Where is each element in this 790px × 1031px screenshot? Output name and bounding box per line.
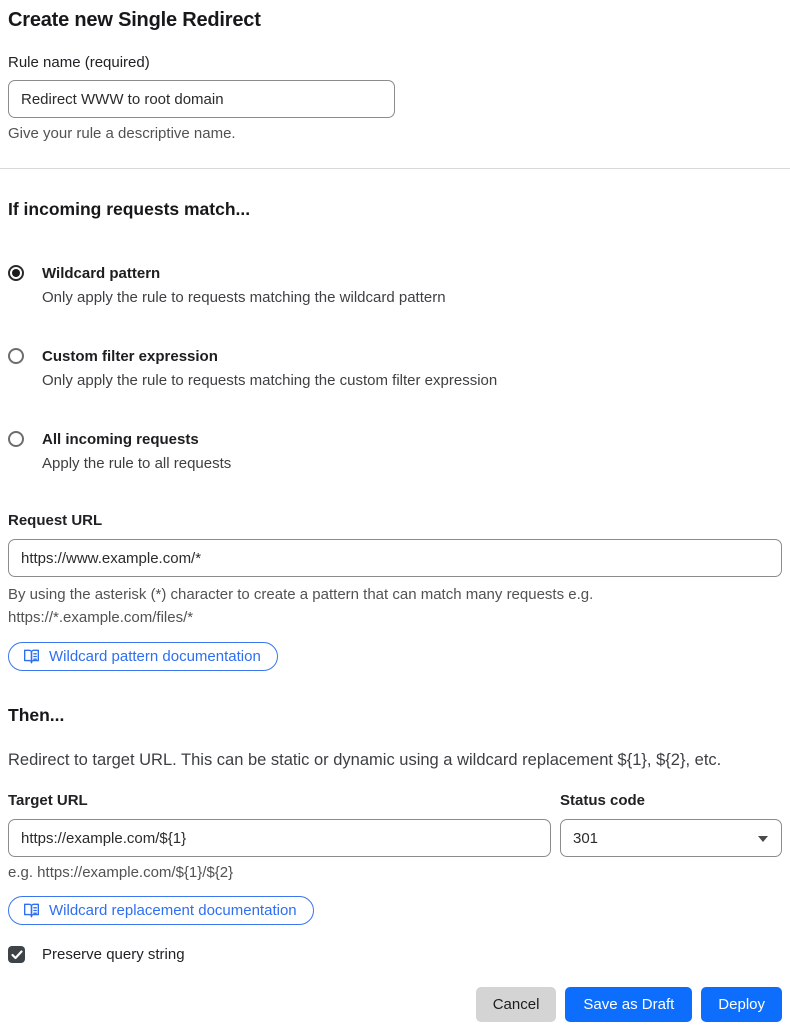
request-url-input[interactable]: [8, 539, 782, 577]
wildcard-replacement-docs-label: Wildcard replacement documentation: [49, 902, 297, 919]
target-url-input[interactable]: [8, 819, 551, 857]
rule-name-input[interactable]: [8, 80, 395, 118]
radio-button-icon[interactable]: [8, 431, 24, 447]
status-code-select[interactable]: [560, 819, 782, 857]
radio-description: Only apply the rule to requests matching the custom filter expression: [42, 372, 498, 389]
wildcard-replacement-docs-button[interactable]: [8, 896, 314, 925]
radio-option-all-requests[interactable]: [8, 429, 782, 475]
preserve-query-row[interactable]: [8, 946, 782, 963]
request-url-label: Request URL: [8, 512, 103, 529]
open-book-icon: [23, 649, 40, 664]
then-description: Redirect to target URL. This can be static or dynamic using a wildcard replacement ${1}, ${2}, etc.: [8, 751, 722, 769]
request-url-hint: [8, 583, 782, 629]
radio-description: Only apply the rule to requests matching the wildcard pattern: [42, 289, 446, 306]
radio-label[interactable]: Custom filter expression: [42, 348, 218, 365]
cancel-button[interactable]: Cancel: [476, 987, 557, 1022]
rule-name-hint: Give your rule a descriptive name.: [8, 125, 236, 142]
request-url-hint-line2: https://*.example.com/files/*: [8, 609, 194, 626]
status-code-label: Status code: [560, 792, 646, 809]
target-url-label: Target URL: [8, 792, 88, 809]
section-divider: [0, 168, 790, 169]
radio-label[interactable]: Wildcard pattern: [42, 265, 161, 282]
match-section-heading: If incoming requests match...: [8, 199, 251, 219]
rule-name-label: Rule name (required): [8, 54, 150, 71]
radio-button-selected-icon[interactable]: [8, 265, 24, 281]
radio-label[interactable]: All incoming requests: [42, 431, 199, 448]
request-url-hint-line1: By using the asterisk (*) character to create a pattern that can match many requests e.g.: [8, 586, 594, 603]
radio-option-wildcard-pattern[interactable]: [8, 263, 782, 309]
radio-option-custom-filter[interactable]: [8, 346, 782, 392]
preserve-query-label[interactable]: Preserve query string: [42, 946, 185, 963]
open-book-icon: [23, 903, 40, 918]
radio-button-icon[interactable]: [8, 348, 24, 364]
wildcard-pattern-docs-button[interactable]: [8, 642, 278, 671]
status-code-value: 301: [573, 829, 599, 847]
deploy-button[interactable]: Deploy: [701, 987, 782, 1022]
radio-description: Apply the rule to all requests: [42, 455, 232, 472]
chevron-down-icon: [758, 836, 768, 842]
save-as-draft-button[interactable]: Save as Draft: [565, 987, 692, 1022]
wildcard-pattern-docs-label: Wildcard pattern documentation: [49, 648, 261, 665]
target-url-hint: e.g. https://example.com/${1}/${2}: [8, 864, 234, 881]
page-title: Create new Single Redirect: [8, 9, 261, 31]
checkbox-checked-icon[interactable]: [8, 946, 25, 963]
then-section-heading: Then...: [8, 705, 65, 725]
form-actions: [8, 987, 782, 1022]
